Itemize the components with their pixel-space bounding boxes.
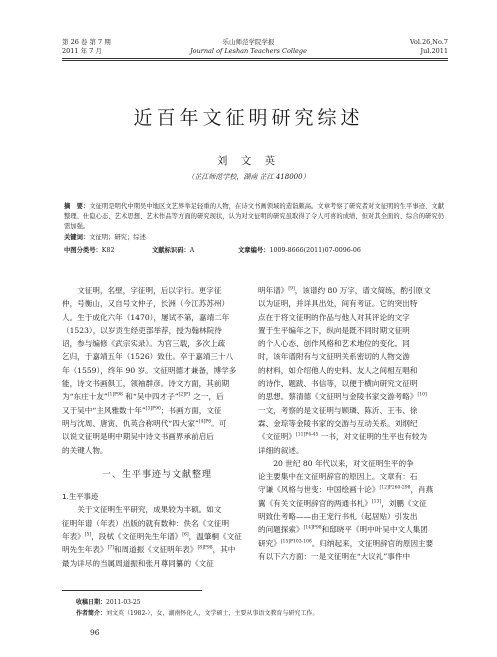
received-label: 收稿日期： <box>76 599 107 606</box>
header-right <box>410 38 448 56</box>
citation-marker: [8]P98 <box>197 545 213 551</box>
text-line: 的问题探索》$^{[14]P98}$和邸晓平《明中叶吴中文人集团 <box>258 525 428 535</box>
clc-line <box>64 245 115 254</box>
abstract <box>64 202 444 243</box>
text-line: 又于吴中“主风雅数十年”$^{[3]P90}$；书画方面，文征 <box>62 405 222 415</box>
header-date-en: Jul.2011 <box>420 47 448 55</box>
article-title: 近百年文征明研究综述 <box>133 107 364 129</box>
text-line: 的诗作、题跋、书信等，以便于横向研究文征明 <box>258 379 418 389</box>
resignation-paragraph <box>258 457 448 563</box>
abstract-text: 文征明是明代中期吴中地区文艺界举足轻重的人物，在诗文书画领域的造诣颇高。文章考察了研究者对文征明的生平事迹、文献整理、仕隐心态、艺术思想、艺术作品等方面的研究现状，认为对文征明的研究虽取得了令人可喜的成绩，但对其全面的、综合的研究仍需加强。 <box>64 203 445 231</box>
text-line: 以说文征明是明中期吴中诗文书画界承前启后 <box>62 432 214 442</box>
text-line: 有以下六方面：一是文征明在“大议礼”事件中 <box>258 551 411 561</box>
text-line: 研究》$^{[15]P103-108}$。归纳起来，文征明辞官的原因主要 <box>258 538 434 548</box>
text-line: 年（1559），终年 90 岁。文征明德才兼备，博学多 <box>62 365 237 375</box>
doc-code-value: A <box>189 247 195 254</box>
text-line: 最为详尽的当属周道振和张月尊同纂的《文征 <box>62 558 214 568</box>
text-line: 的思想。蔡清德《文征明与金陵书家交游考略》[10] <box>258 392 427 402</box>
text-line: 的材料，如介绍他人的史料、友人之间相互唱和 <box>258 365 418 375</box>
text-line: 一文，考察的是文征明与顾璘、陈沂、王韦、徐 <box>258 405 418 415</box>
text-line: 点在于将文征明的作品与他人对其评论的文字 <box>258 312 410 322</box>
citation-marker: [2]P1 <box>178 392 191 398</box>
text-line: 仲，号衡山，又自号文仲子，长洲（今江苏苏州） <box>62 299 230 309</box>
text-line: 明与沈周、唐寅、仇英合称明代“四大家”$^{[4]P6}$。可 <box>62 418 227 428</box>
citation-marker: [12]P260-298 <box>379 485 411 491</box>
received-value: 2011-03-25 <box>106 599 141 606</box>
citation-marker: [3]P90 <box>145 406 161 412</box>
text-line: 能，诗文书画俱工，领袖群彦。诗文方面，其前期 <box>62 379 230 389</box>
header-volume: 第 26 卷 第 7 期 <box>62 38 111 46</box>
text-line: 置于生平编年之下，纵向是既不同时期文征明 <box>258 325 410 335</box>
text-line: 文征明，名壁，字征明，后以字行。更字征 <box>77 286 222 295</box>
right-column <box>258 284 448 563</box>
text-line: 《文征明》$^{[11]P4-45}$ 一书，对文征明的生平也有较为 <box>258 432 428 442</box>
text-line: 论主要集中在文征明辞官的原因上。文章有：石 <box>258 472 418 482</box>
clc-label: 中图分类号： <box>64 247 102 254</box>
subsection-heading: 1.生平事迹 <box>62 492 99 502</box>
text-line: 守谦《风格与世变：中国绘画十论》$^{[12]P260-298}$，肖燕 <box>258 485 434 495</box>
header-vol-en: Vol.26,No.7 <box>409 38 448 46</box>
text-line: 关于文征明生平研究，成果较为丰硕。如文 <box>77 505 222 515</box>
keywords: 文征明；研究；综述 <box>89 233 146 241</box>
doc-code-line <box>152 245 194 254</box>
text-line: 的个人心态、创作风格和艺术地位的变化。同 <box>258 339 410 349</box>
article-no-line <box>238 245 361 254</box>
keywords-label: 关键词： <box>64 233 90 241</box>
footnote-rule <box>62 590 202 591</box>
abstract-label: 摘 要： <box>64 203 90 210</box>
article-no-label: 文章编号： <box>238 247 270 254</box>
text-line: 以为证明，并详具出处，间有考证。它的突出特 <box>258 299 418 309</box>
text-line: 20 世纪 80 年代以来，对文征明生平的争 <box>273 458 414 468</box>
text-line: 明先生年表》[7]和周道振《文征明年表》$^{[8]P98}$，其中 <box>62 545 236 555</box>
header-rule <box>62 58 448 59</box>
text-line: 的关键人物。 <box>62 445 108 455</box>
author-bio-value: 刘文英（1982-），女，湖南怀化人，文学硕士，主要从事语文教育与研究工作。 <box>106 610 319 617</box>
citation-marker: [15]P103-108 <box>280 539 312 545</box>
author-bio-label: 作者简介： <box>76 610 107 617</box>
biography-paragraph <box>62 503 252 569</box>
citation-marker: [5] <box>84 532 92 538</box>
intro-paragraph <box>62 284 252 457</box>
text-line: 霖、金琮等金陵书家的交游与互动关系。刘纲纪 <box>258 418 418 428</box>
header-journal-en: Journal of Leshan Teachers College <box>190 47 307 55</box>
text-line: 详细的叙述。 <box>258 445 304 455</box>
section-heading: 一、生平事迹与文献整理 <box>101 469 212 480</box>
citation-marker: [9] <box>288 286 295 292</box>
citation-marker: [10] <box>417 392 427 398</box>
chronicle-paragraph <box>258 284 448 457</box>
citation-marker: [13] <box>371 499 382 505</box>
citation-marker: [4]P6 <box>198 419 212 425</box>
header-rule-thin <box>62 60 448 61</box>
text-line: 人。生于成化六年（1470），屡试不第，嘉靖二年 <box>62 312 230 322</box>
text-line: 征明年谱（年表）出版的就有数种：佚名《文征明 <box>62 518 230 528</box>
text-line: 明年谱》[9]，该谱约 80 万字，谱文简练，酌引原文 <box>258 286 431 295</box>
citation-marker: [11]P4-45 <box>295 432 319 438</box>
text-line: 时，该年谱附有与文征明关系密切的人物交游 <box>258 352 410 362</box>
author-bio-note <box>76 608 318 617</box>
text-line: 年表》[5]，段栻《文征明先生年谱》[6]，温肇桐《文征 <box>62 532 242 542</box>
article-author: 刘 文 英 <box>216 155 281 167</box>
left-column <box>62 284 252 570</box>
citation-marker: [7] <box>107 545 114 551</box>
text-line: 诏，参与编修《武宗实录》。为官三载，多次上疏 <box>62 339 226 349</box>
text-line: 乞归，于嘉靖五年（1526）致仕。卒于嘉靖三十八 <box>62 352 234 362</box>
text-line: 明致仕考略——由王宠行书札（起居贴）引发出 <box>258 512 418 522</box>
page-number: 96 <box>90 628 100 637</box>
text-line: （1523），以岁贡生经吏部举荐，授为翰林院待 <box>62 325 222 335</box>
article-no-value: 1009-8666(2011)07-0096-06 <box>269 247 361 254</box>
citation-marker: [1]P98 <box>107 392 123 398</box>
text-line: 为“东庄十友”$^{[1]P98}$ 和“吴中四才子”$^{[2]P1}$ 之一，后 <box>62 392 224 402</box>
received-date-note <box>76 597 141 606</box>
doc-code-label: 文献标识码： <box>152 247 190 254</box>
clc-value: K82 <box>101 247 115 254</box>
citation-marker: [14]P98 <box>303 525 322 531</box>
header-date: 2011 年 7 月 <box>62 47 102 55</box>
header-journal-cn: 乐山师范学院学报 <box>222 38 275 46</box>
author-affiliation: （芷江师范学校，湖南 芷江 418000） <box>187 173 310 181</box>
text-line: 翼《有关文征明辞官的两通书札》[13]，刘鹏《文征 <box>258 498 427 508</box>
citation-marker: [6] <box>182 532 189 538</box>
